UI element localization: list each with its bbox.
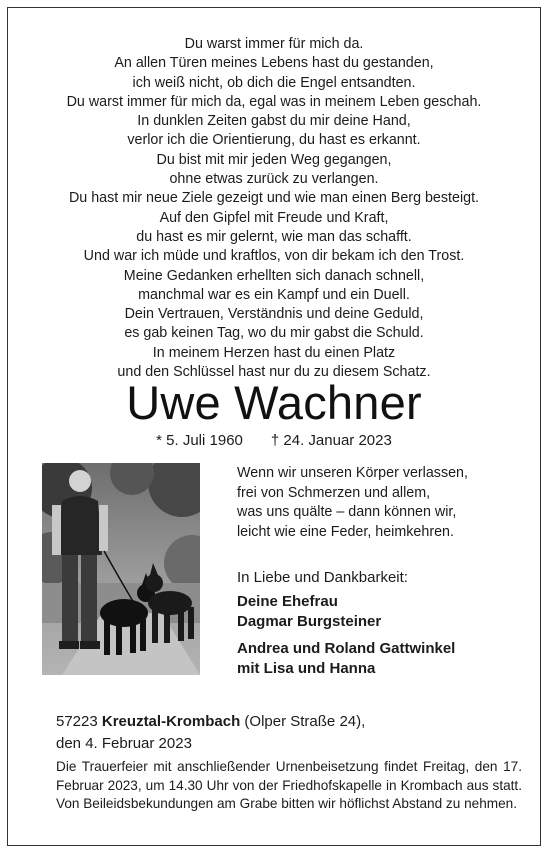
poem-line: Du bist mit mir jeden Weg gegangen, [156,151,392,168]
notice-date: den 4. Februar 2023 [56,735,192,752]
quote-line: Wenn wir unseren Körper verlassen, [237,465,468,481]
funeral-details: Die Trauerfeier mit anschließender Urnenbeisetzung findet Freitag, den 17. Februar 2023, um 14.30 Uhr von der Friedhofskapelle in Krombach aus statt. Von Beileidsbekundungen am Grabe bitten wir höflichst Abstand zu nehmen. [56,759,522,812]
poem-line: ich weiß nicht, ob dich die Engel entsandten. [132,74,416,91]
quote [237,464,468,542]
poem-line: In dunklen Zeiten gabst du mir deine Hand, [137,113,411,130]
poem-line: verlor ich die Orientierung, du hast es erkannt. [127,132,421,149]
obituary-notice [7,7,541,846]
street: (Olper Straße 24), [244,713,366,730]
town: Kreuztal-Krombach [101,713,241,730]
poem-line: Dein Vertrauen, Verständnis und deine Geduld, [124,306,424,323]
deceased-name: Uwe Wachner [126,376,422,429]
quote-line: frei von Schmerzen und allem, [237,484,431,501]
poem-line: Auf den Gipfel mit Freude und Kraft, [159,209,389,226]
mourners-intro: In Liebe und Dankbarkeit: [237,569,408,586]
portrait-photo-icon [42,463,200,675]
postcode: 57223 [56,713,98,730]
life-dates [8,431,540,451]
quote-line: was uns quälte – dann können wir, [237,504,457,520]
poem-line: du hast es mir gelernt, wie man das schafft. [136,228,412,245]
poem-line: manchmal war es ein Kampf und ein Duell. [138,286,410,303]
mourner-group [237,639,455,678]
poem-line: Du hast mir neue Ziele gezeigt und wie man einen Berg besteigt. [68,190,480,207]
poem-line: Du warst immer für mich da, egal was in meinem Leben geschah. [66,93,482,110]
poem-line: ohne etwas zurück zu verlangen. [169,171,379,188]
mourner-name: mit Lisa und Hanna [237,659,376,677]
mourner-name: Andrea und Roland Gattwinkel [237,640,456,657]
mourners-list [237,592,455,686]
poem-line: Du warst immer für mich da. [184,36,364,52]
quote-line: leicht wie eine Feder, heimkehren. [237,523,454,540]
address-line [56,712,365,732]
portrait-photo [42,463,200,675]
poem-line: In meinem Herzen hast du einen Platz [152,344,396,361]
mourner-group [237,592,455,631]
birth-date: * 5. Juli 1960 [156,432,243,449]
poem-line: es gab keinen Tag, wo du mir gabst die Schuld. [124,325,424,342]
mourner-name: Deine Ehefrau [237,593,338,610]
poem-line: Und war ich müde und kraftlos, von dir bekam ich den Trost. [83,248,465,265]
death-date: † 24. Januar 2023 [270,432,392,449]
poem [8,35,540,382]
mourner-name: Dagmar Burgsteiner [237,612,382,630]
poem-line: und den Schlüssel hast nur du zu diesem Schatz. [117,364,431,381]
poem-line: An allen Türen meines Lebens hast du gestanden, [114,55,434,72]
poem-line: Meine Gedanken erhellten sich danach schnell, [123,267,425,284]
